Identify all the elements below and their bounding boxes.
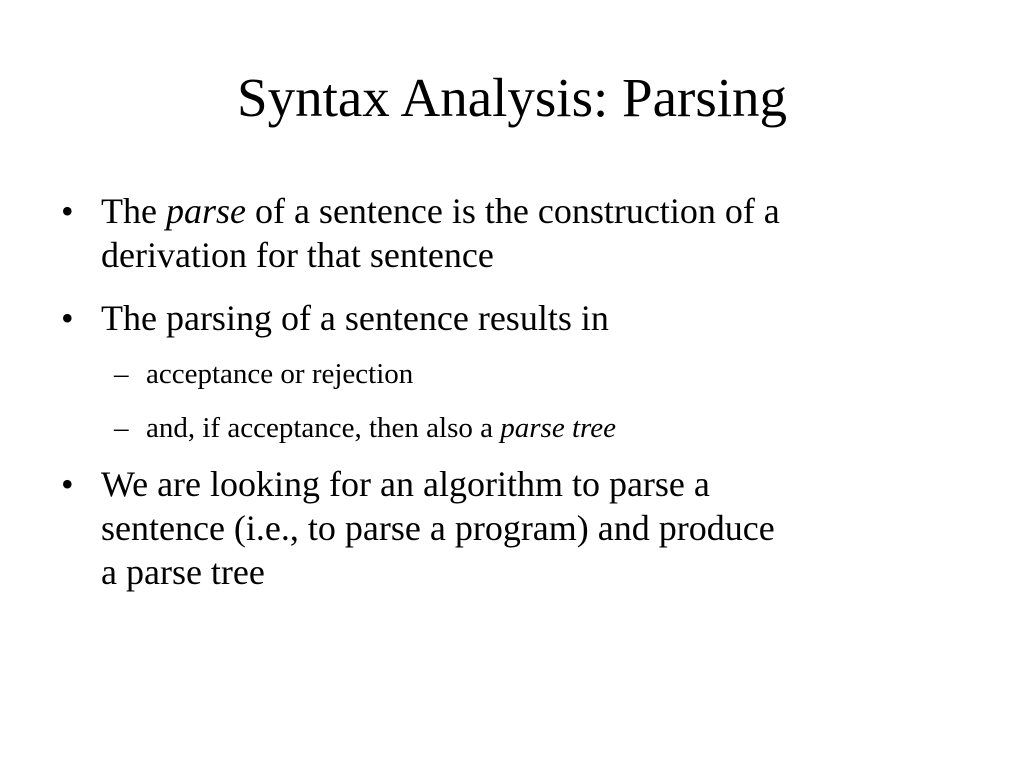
sub-bullet-acceptance (114, 356, 986, 392)
emphasis-parse: parse (165, 191, 246, 231)
dash-icon: – (114, 358, 129, 390)
bullet-item-parse-definition (61, 189, 1001, 277)
dash-icon: – (114, 412, 129, 444)
emphasis-parse-tree: parse tree (500, 412, 616, 444)
sub-bullet-text: acceptance or rejection (146, 358, 414, 390)
bullet-line: sentence (i.e., to parse a program) and produce (101, 508, 775, 548)
slide-title: Syntax Analysis: Parsing (236, 67, 788, 128)
sub-bullet-parse-tree (114, 410, 986, 446)
bullet-icon: • (61, 464, 74, 504)
bullet-item-parsing-results (61, 296, 1001, 340)
bullet-icon: • (61, 298, 74, 338)
bullet-text: The parsing of a sentence results in (101, 298, 609, 338)
bullet-text: The (101, 191, 166, 231)
bullet-line (101, 189, 1001, 233)
bullet-line: We are looking for an algorithm to parse a (101, 464, 710, 504)
bullet-line: a parse tree (101, 552, 265, 592)
bullet-icon: • (61, 191, 74, 231)
bullet-line: derivation for that sentence (101, 235, 494, 275)
bullet-item-algorithm-goal (61, 462, 1001, 594)
sub-bullet-text: and, if acceptance, then also a (146, 412, 501, 444)
bullet-text: of a sentence is the construction of a (245, 191, 780, 231)
